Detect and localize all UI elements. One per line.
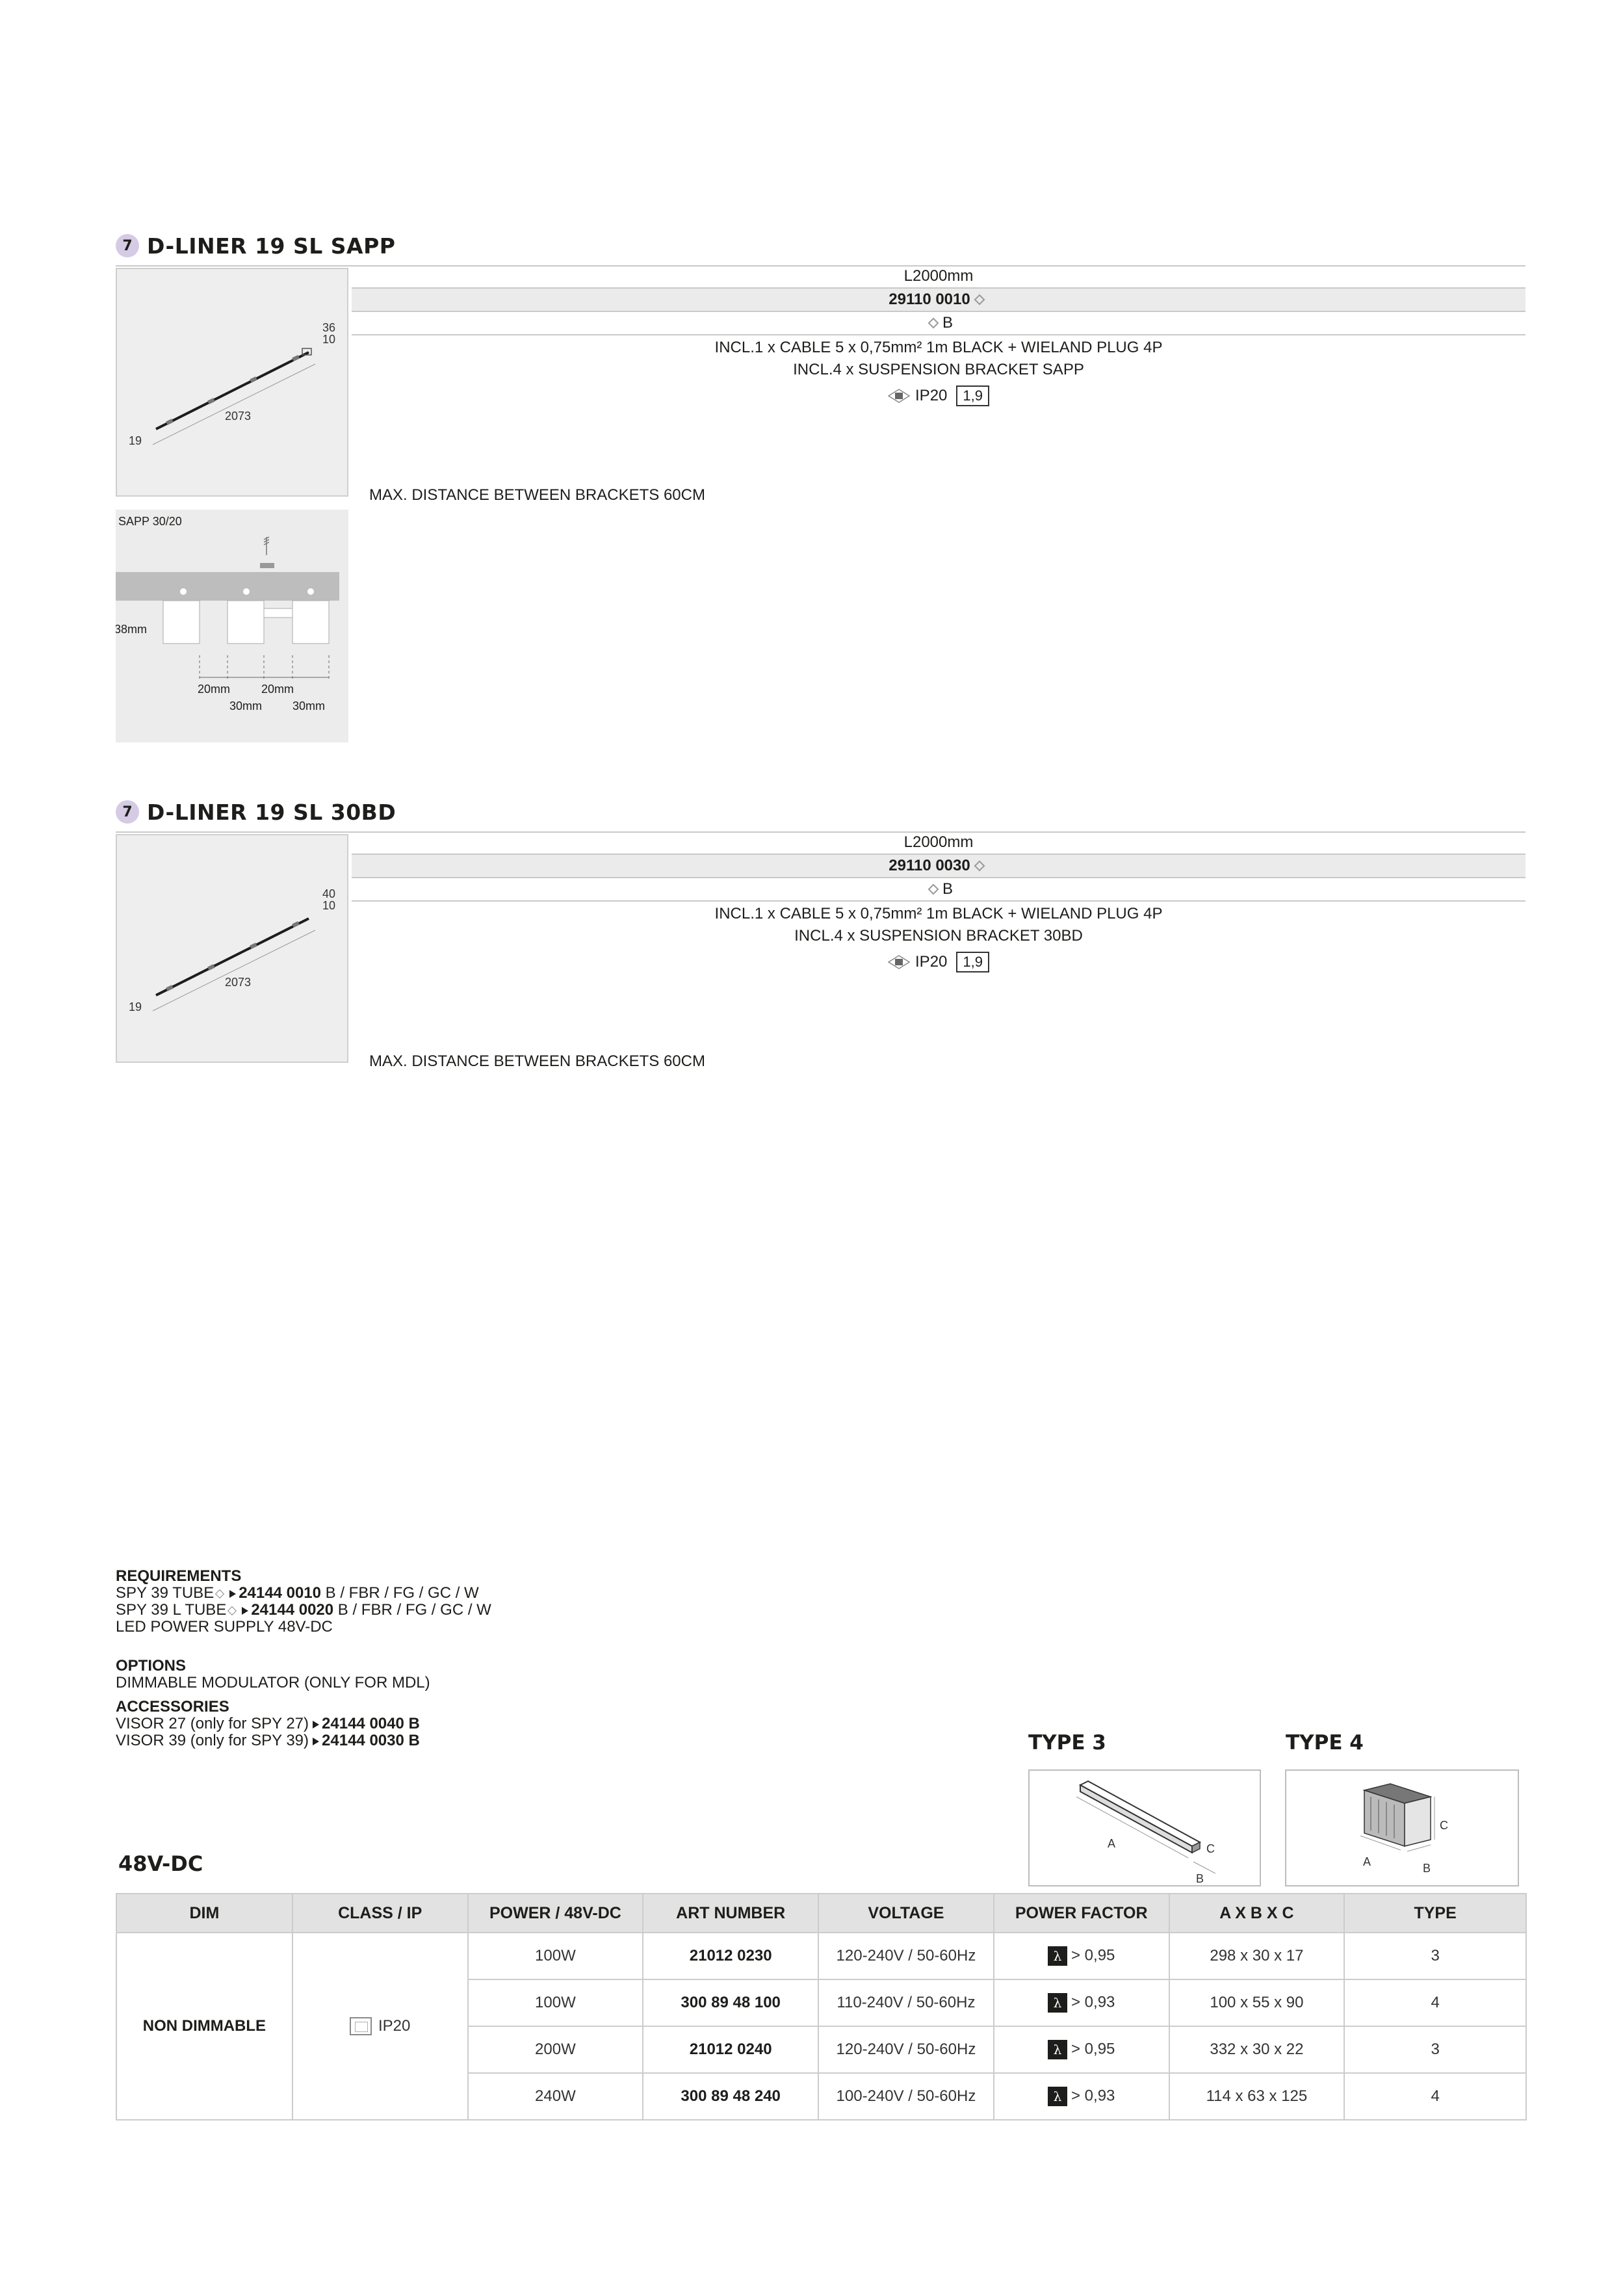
section-number-badge: 7	[116, 800, 139, 824]
dim-width: 19	[129, 434, 142, 447]
requirements-heading: REQUIREMENTS	[116, 1567, 242, 1585]
table-header-row	[116, 1894, 1526, 1933]
diamond-icon	[928, 884, 939, 895]
bracket-section-drawing	[116, 510, 348, 742]
lambda-icon: λ	[1048, 1946, 1067, 1966]
bracket-dim-b1: 30mm	[229, 699, 263, 712]
bracket-drawing-sapp	[116, 510, 348, 742]
triangle-right-icon	[242, 1607, 248, 1615]
table-row: 240W 300 89 48 240 100-240V / 50-60Hz λ > 0,93 114 x 63 x 125 4	[116, 2073, 1526, 2120]
bracket-dim-b2: 30mm	[292, 699, 326, 712]
triangle-right-icon	[313, 1738, 319, 1745]
dim-label-a: A	[1108, 1837, 1116, 1850]
art-number-row	[352, 855, 1526, 877]
options-heading: OPTIONS	[116, 1657, 187, 1675]
diamond-icon	[215, 1589, 224, 1598]
bracket-distance-note: MAX. DISTANCE BETWEEN BRACKETS 60CM	[369, 1052, 705, 1070]
included-cable: INCL.1 x CABLE 5 x 0,75mm² 1m BLACK + WIELAND PLUG 4P	[714, 905, 1163, 922]
col-dimensions: A X B X C	[1169, 1894, 1345, 1933]
triangle-right-icon	[229, 1590, 236, 1598]
class-ip-cell: IP20	[292, 1933, 468, 2120]
bracket-height: 38mm	[116, 623, 148, 636]
accessory-line: VISOR 27 (only for SPY 27) 24144 0040 B	[116, 1715, 420, 1732]
ip-rating: IP20	[915, 387, 948, 404]
bracket-dim-a2: 20mm	[261, 683, 294, 696]
col-type: TYPE	[1344, 1894, 1526, 1933]
bracket-dim-a1: 20mm	[198, 683, 231, 696]
ip-box-icon	[888, 389, 910, 403]
finish-row	[352, 878, 1526, 900]
dim-label-a: A	[1363, 1855, 1371, 1868]
table-row: 100W 300 89 48 100 110-240V / 50-60Hz λ > 0,93 100 x 55 x 90 4	[116, 1979, 1526, 2026]
ip-class-row	[352, 385, 1526, 407]
dim-length: 2073	[225, 976, 252, 989]
psu-table-title: 48V-DC	[118, 1851, 203, 1876]
col-power: POWER / 48V-DC	[468, 1894, 643, 1933]
triangle-right-icon	[313, 1721, 319, 1729]
dim-top-1: 40	[322, 887, 336, 900]
dim-top-2: 10	[322, 899, 336, 912]
type-3-heading: TYPE 3	[1028, 1731, 1106, 1755]
dim-width: 19	[129, 1000, 142, 1013]
included-brackets: INCL.4 x SUSPENSION BRACKET SAPP	[793, 361, 1084, 378]
diamond-icon	[974, 294, 985, 306]
section-number-badge: 7	[116, 234, 139, 257]
dim-top-2: 10	[322, 333, 336, 346]
product-title-sapp	[116, 231, 395, 260]
col-voltage: VOLTAGE	[818, 1894, 994, 1933]
lambda-icon: λ	[1048, 2087, 1067, 2106]
psu-type-3-drawing	[1030, 1771, 1260, 1885]
length-label: L2000mm	[903, 267, 974, 285]
linear-luminaire-drawing	[117, 835, 347, 1062]
class-value: 1,9	[956, 385, 989, 406]
included-cable: INCL.1 x CABLE 5 x 0,75mm² 1m BLACK + WIELAND PLUG 4P	[714, 339, 1163, 356]
art-number: 29110 0010	[889, 291, 970, 308]
spec-block-sapp	[352, 265, 1526, 407]
option-line: DIMMABLE MODULATOR (ONLY FOR MDL)	[116, 1674, 430, 1691]
product-name: D-LINER 19 SL 30BD	[147, 799, 396, 825]
col-art-number: ART NUMBER	[643, 1894, 818, 1933]
dim-top-1: 36	[322, 321, 336, 334]
bracket-label: SAPP 30/20	[118, 515, 182, 528]
col-power-factor: POWER FACTOR	[994, 1894, 1169, 1933]
included-brackets: INCL.4 x SUSPENSION BRACKET 30BD	[794, 927, 1083, 945]
ip-class-row	[352, 951, 1526, 973]
finish-code: B	[942, 880, 953, 898]
requirement-power-supply: LED POWER SUPPLY 48V-DC	[116, 1618, 333, 1636]
col-dim: DIM	[116, 1894, 292, 1933]
art-number-row	[352, 289, 1526, 311]
finish-code: B	[942, 314, 953, 332]
dim-label-b: B	[1196, 1872, 1204, 1885]
art-number: 29110 0030	[889, 857, 970, 874]
dim-length: 2073	[225, 410, 252, 423]
product-name: D-LINER 19 SL SAPP	[147, 233, 396, 259]
class-value: 1,9	[956, 952, 989, 972]
ip-box-icon	[350, 2017, 372, 2035]
dim-label-b: B	[1423, 1862, 1431, 1875]
diamond-icon	[928, 318, 939, 329]
type-3-drawing	[1028, 1769, 1261, 1886]
col-class-ip: CLASS / IP	[292, 1894, 468, 1933]
type-4-heading: TYPE 4	[1286, 1731, 1364, 1755]
requirement-line: SPY 39 TUBE 24144 0010 B / FBR / FG / GC / W	[116, 1584, 479, 1602]
options-block	[116, 1658, 430, 1691]
bracket-distance-note: MAX. DISTANCE BETWEEN BRACKETS 60CM	[369, 486, 705, 504]
dim-label-c: C	[1440, 1819, 1448, 1832]
power-supply-table	[116, 1893, 1527, 2120]
spec-block-30bd	[352, 831, 1526, 973]
product-drawing-30bd	[116, 834, 348, 1063]
diamond-icon	[227, 1606, 237, 1615]
type-4-drawing	[1285, 1769, 1519, 1886]
lambda-icon: λ	[1048, 1993, 1067, 2013]
dim-cell: NON DIMMABLE	[116, 1933, 292, 2120]
product-title-30bd	[116, 798, 396, 826]
accessory-line: VISOR 39 (only for SPY 39) 24144 0030 B	[116, 1732, 420, 1749]
ip-box-icon	[888, 955, 910, 969]
accessories-heading: ACCESSORIES	[116, 1698, 229, 1715]
linear-luminaire-drawing	[117, 269, 347, 495]
table-row: 200W 21012 0240 120-240V / 50-60Hz λ > 0,95 332 x 30 x 22 3	[116, 2026, 1526, 2073]
finish-row	[352, 312, 1526, 334]
diamond-icon	[974, 861, 985, 872]
table-row: NON DIMMABLE IP20 100W 21012 0230 120-240V / 50-60Hz λ > 0,95 298 x 30 x 17 3	[116, 1933, 1526, 1979]
accessories-block	[116, 1699, 420, 1749]
requirements-block	[116, 1568, 491, 1636]
psu-type-4-drawing	[1286, 1771, 1518, 1885]
dim-label-c: C	[1206, 1842, 1215, 1855]
requirement-line: SPY 39 L TUBE 24144 0020 B / FBR / FG / GC / W	[116, 1601, 491, 1619]
product-drawing-sapp	[116, 268, 348, 497]
ip-rating: IP20	[915, 953, 948, 971]
lambda-icon: λ	[1048, 2040, 1067, 2059]
length-label: L2000mm	[903, 833, 974, 851]
